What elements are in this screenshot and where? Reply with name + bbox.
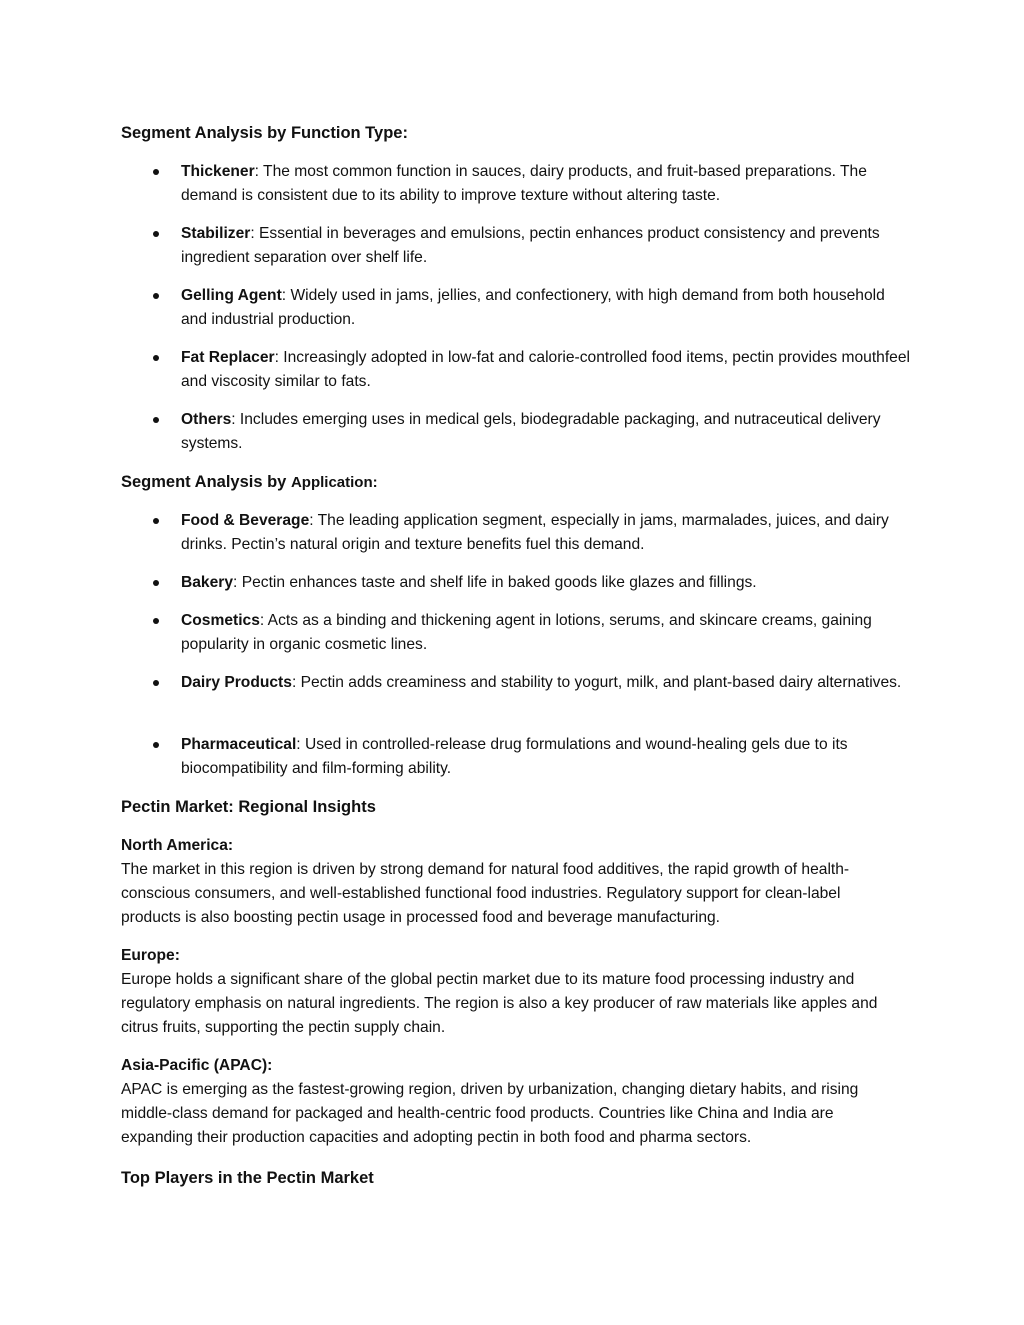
list-item-dairy-products (150, 671, 910, 695)
list-item-text (181, 509, 910, 557)
region-title: Asia-Pacific (APAC): (121, 1057, 273, 1074)
list-item-thickener (150, 160, 910, 208)
region-body: APAC is emerging as the fastest-growing region, driven by urbanization, changing dietary habits, and rising middle-class demand for packaged and health-centric food products. Countries like China and India are expanding their production capacities and adopting pectin in both food and pharma sectors. (121, 1081, 859, 1146)
list-item-description: : Acts as a binding and thickening agent in lotions, serums, and skincare creams, gaining popularity in organic cosmetic lines. (181, 612, 872, 653)
list-item-stabilizer (150, 222, 910, 270)
list-item-description: : Pectin enhances taste and shelf life in baked goods like glazes and fillings. (233, 574, 757, 591)
region-body: Europe holds a significant share of the global pectin market due to its mature food processing industry and regulatory emphasis on natural ingredients. The region is also a key producer of raw materials like apples and citrus fruits, supporting the pectin supply chain. (121, 971, 878, 1036)
region-body: The market in this region is driven by strong demand for natural food additives, the rapid growth of health-conscious consumers, and well-established functional food industries. Regulatory support for clean-label products is also boosting pectin usage in processed food and beverage manufacturing. (121, 861, 850, 926)
function-type-heading: Segment Analysis by Function Type: (121, 124, 408, 142)
list-item-term: Stabilizer (181, 225, 251, 242)
list-item-text (181, 671, 910, 695)
list-item-term: Dairy Products (181, 674, 292, 691)
list-item-description: : The most common function in sauces, dairy products, and fruit-based preparations. The demand is consistent due to its ability to improve texture without altering taste. (181, 163, 867, 204)
region-europe (121, 944, 901, 1040)
top-players-heading: Top Players in the Pectin Market (121, 1169, 374, 1187)
list-item-term: Cosmetics (181, 612, 260, 629)
region-title: North America: (121, 837, 234, 854)
application-heading-main: Segment Analysis by (121, 473, 291, 491)
list-item-description: : The leading application segment, especially in jams, marmalades, juices, and dairy drinks. Pectin’s natural origin and texture benefits fuel this demand. (181, 512, 889, 553)
list-item-description: : Increasingly adopted in low-fat and calorie-controlled food items, pectin provides mouthfeel and viscosity similar to fats. (181, 349, 910, 390)
region-north-america (121, 834, 901, 930)
list-item-text (181, 346, 910, 394)
list-item-cosmetics (150, 609, 910, 657)
list-item-gelling-agent (150, 284, 910, 332)
regional-insights-heading: Pectin Market: Regional Insights (121, 798, 376, 816)
list-item-term: Food & Beverage (181, 512, 310, 529)
application-heading (121, 470, 378, 495)
list-item-others (150, 408, 910, 456)
list-item-fat-replacer (150, 346, 910, 394)
list-item-text (181, 609, 910, 657)
list-item-text (181, 284, 910, 332)
list-item-term: Bakery (181, 574, 234, 591)
list-item-description: : Pectin adds creaminess and stability to yogurt, milk, and plant-based dairy alternatives. (291, 674, 902, 691)
list-item-description: : Includes emerging uses in medical gels, biodegradable packaging, and nutraceutical delivery systems. (181, 411, 881, 452)
list-item-food-beverage (150, 509, 910, 557)
region-asia-pacific (121, 1054, 901, 1150)
list-item-term: Others (181, 411, 232, 428)
list-item-text (181, 160, 910, 208)
list-item-text (181, 733, 910, 781)
list-item-description: : Essential in beverages and emulsions, pectin enhances product consistency and prevents ingredient separation over shelf life. (181, 225, 880, 266)
list-item-text (181, 571, 910, 595)
list-item-term: Fat Replacer (181, 349, 275, 366)
list-item-term: Gelling Agent (181, 287, 282, 304)
list-item-description: : Used in controlled-release drug formulations and wound-healing gels due to its biocompatibility and film-forming ability. (181, 736, 848, 777)
list-item-bakery (150, 571, 910, 595)
list-item-text (181, 222, 910, 270)
list-item-term: Pharmaceutical (181, 736, 297, 753)
list-item-pharmaceutical (150, 733, 910, 781)
region-title: Europe: (121, 947, 180, 964)
list-item-term: Thickener (181, 163, 255, 180)
list-item-text (181, 408, 910, 456)
list-item-description: : Widely used in jams, jellies, and confectionery, with high demand from both household and industrial production. (181, 287, 885, 328)
application-heading-suffix: Application: (290, 474, 378, 491)
